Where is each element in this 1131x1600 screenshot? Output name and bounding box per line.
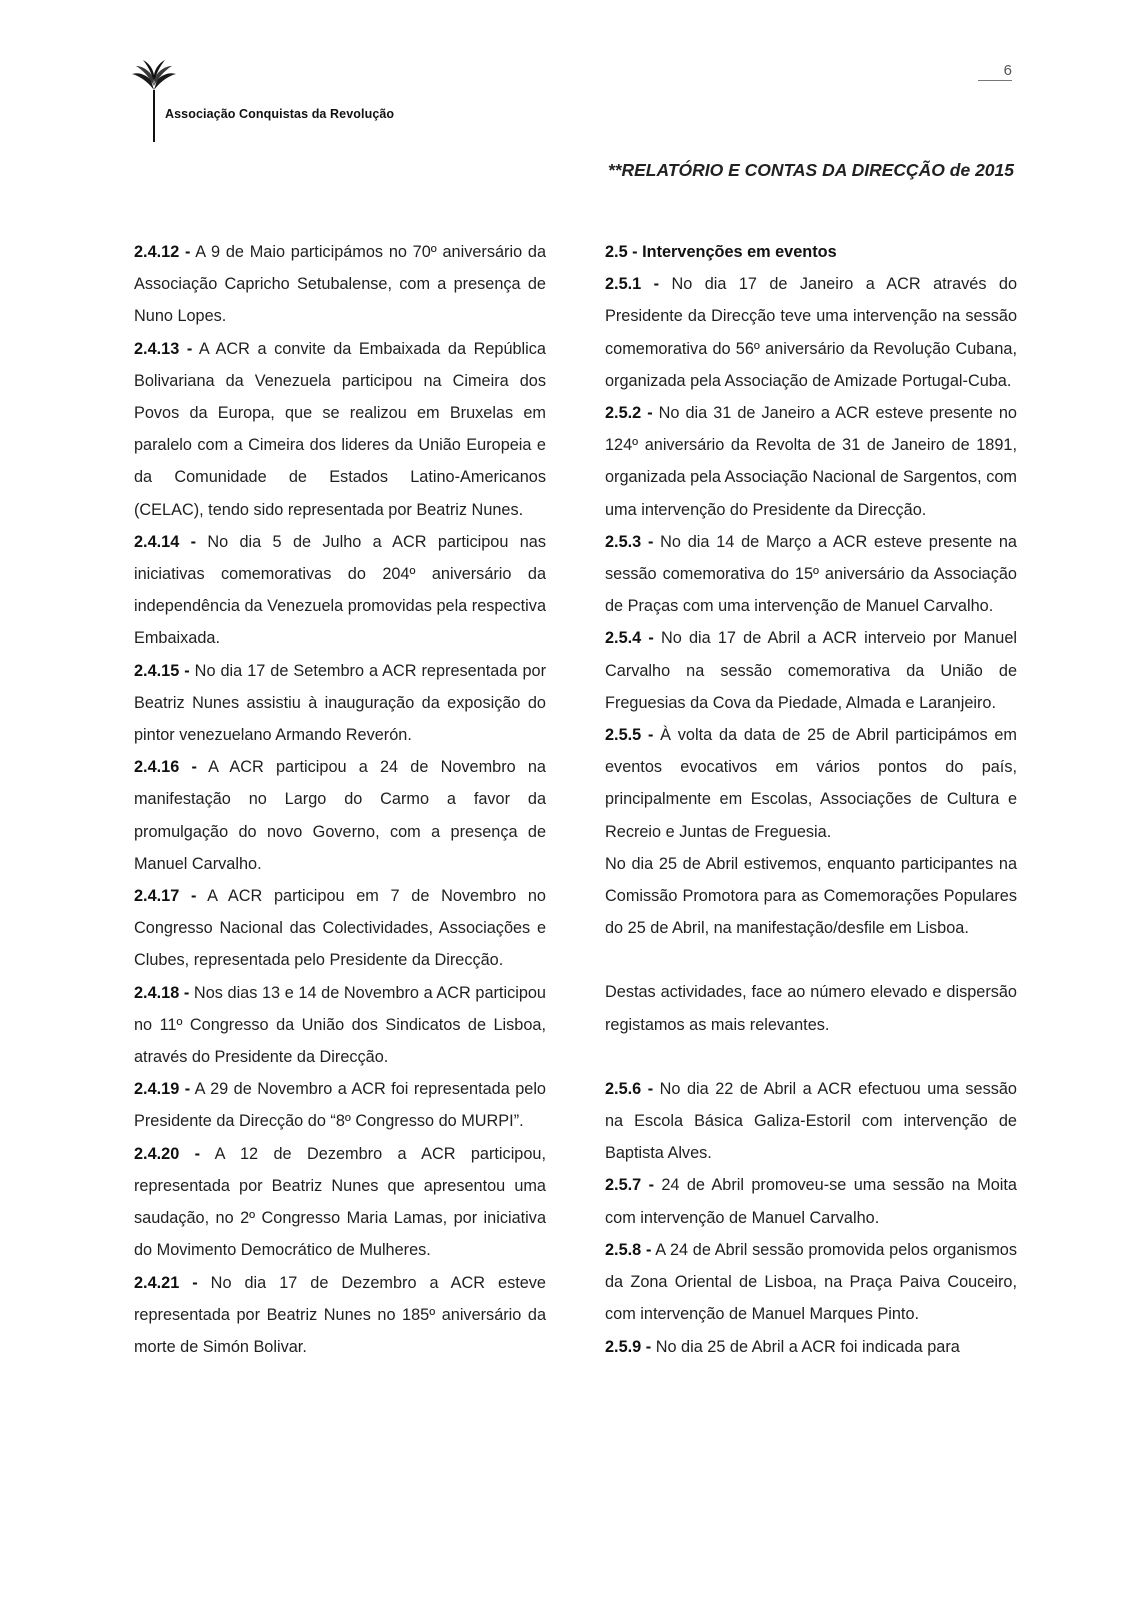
item-number: 2.5.1 - bbox=[605, 275, 660, 294]
paragraph-2-5-5 bbox=[605, 719, 1017, 848]
item-text: No dia 22 de Abril a ACR efectuou uma sessão na Escola Básica Galiza-Estoril com intervenção de Baptista Alves. bbox=[605, 1079, 1017, 1163]
item-text: A ACR participou a 24 de Novembro na manifestação no Largo do Carmo a favor da promulgação do novo Governo, com a presença de Manuel Carvalho. bbox=[134, 758, 546, 873]
paragraph-2-4-17 bbox=[134, 880, 546, 977]
paragraph-spacer bbox=[605, 1041, 1017, 1073]
paragraph-2-4-13 bbox=[134, 333, 546, 526]
item-text: No dia 5 de Julho a ACR participou nas iniciativas comemorativas do 204º aniversário da independência da Venezuela promovidas pela respectiva Embaixada. bbox=[134, 532, 547, 648]
item-number: 2.5.8 - bbox=[605, 1240, 652, 1259]
item-text: No dia 25 de Abril a ACR foi indicada para bbox=[651, 1337, 960, 1356]
item-text: A ACR participou em 7 de Novembro no Congresso Nacional das Colectividades, Associações e Clubes, representada pelo Presidente da Direcção. bbox=[134, 887, 546, 970]
item-text: 24 de Abril promoveu-se uma sessão na Moita com intervenção de Manuel Carvalho. bbox=[605, 1176, 1017, 1227]
org-name: Associação Conquistas da Revolução bbox=[165, 107, 395, 121]
item-number: 2.5.2 - bbox=[605, 404, 653, 423]
item-number: 2.5.5 - bbox=[605, 726, 654, 745]
paragraph-2-4-20 bbox=[134, 1138, 546, 1267]
item-number: 2.4.14 - bbox=[134, 532, 197, 551]
paragraph-2-4-19 bbox=[134, 1073, 546, 1137]
paragraph-2-4-18 bbox=[134, 977, 546, 1074]
item-text: A 29 de Novembro a ACR foi representada pelo Presidente da Direcção do “8º Congresso do MURPI”. bbox=[134, 1080, 546, 1131]
item-text: A 12 de Dezembro a ACR participou, representada por Beatriz Nunes que apresentou uma saudação, no 2º Congresso Maria Lamas, por iniciativa do Movimento Democrático de Mulheres. bbox=[134, 1144, 546, 1260]
left-column bbox=[134, 236, 546, 1363]
item-number: 2.4.20 - bbox=[134, 1144, 201, 1163]
section-heading-2-5: 2.5 - Intervenções em eventos bbox=[605, 243, 837, 261]
paragraph-2-5-7 bbox=[605, 1169, 1017, 1233]
item-number: 2.4.21 - bbox=[134, 1273, 198, 1292]
item-number: 2.5.6 - bbox=[605, 1079, 654, 1098]
item-text: No dia 17 de Dezembro a ACR esteve representada por Beatriz Nunes no 185º aniversário da morte de Simón Bolivar. bbox=[134, 1273, 546, 1356]
item-number: 2.5.4 - bbox=[605, 629, 654, 648]
report-title: **RELATÓRIO E CONTAS DA DIRECÇÃO de 2015 bbox=[607, 160, 1014, 180]
paragraph-2-5-3 bbox=[605, 526, 1017, 623]
item-text: A ACR a convite da Embaixada da República Bolivariana da Venezuela participou na Cimeira dos Povos da Europa, que se realizou em Bruxelas em paralelo com a Cimeira dos lideres da União Europeia e da Comunidade de Estados Latino-Americanos (CELAC), tendo sido representada por Beatriz Nunes. bbox=[134, 339, 546, 519]
item-number: 2.4.17 - bbox=[134, 887, 197, 906]
paragraph-2-5-1 bbox=[605, 268, 1017, 397]
item-text: A 24 de Abril sessão promovida pelos organismos da Zona Oriental de Lisboa, na Praça Paiva Couceiro, com intervenção de Manuel Marques Pinto. bbox=[605, 1240, 1017, 1324]
paragraph-2-4-12 bbox=[134, 236, 546, 333]
paragraph-2-4-15 bbox=[134, 655, 546, 752]
paragraph-2-5-4 bbox=[605, 622, 1017, 719]
item-text: Nos dias 13 e 14 de Novembro a ACR participou no 11º Congresso da União dos Sindicatos de Lisboa, através do Presidente da Direcção. bbox=[134, 983, 546, 1067]
paragraph-2-5-2 bbox=[605, 397, 1017, 526]
paragraph-2-5-9 bbox=[605, 1331, 1017, 1363]
laurel-branch-icon bbox=[130, 60, 178, 94]
item-text: No dia 17 de Abril a ACR interveio por Manuel Carvalho na sessão comemorativa da União de Freguesias da Cova da Piedade, Almada e Laranjeiro. bbox=[605, 629, 1017, 712]
paragraph-destas-actividades: Destas actividades, face ao número elevado e dispersão registamos as mais relevantes. bbox=[605, 983, 1017, 1034]
logo-divider bbox=[153, 90, 155, 142]
paragraph-25-abril: No dia 25 de Abril estivemos, enquanto participantes na Comissão Promotora para as Comemorações Populares do 25 de Abril, na manifestação/desfile em Lisboa. bbox=[605, 854, 1017, 938]
item-number: 2.5.3 - bbox=[605, 532, 654, 551]
paragraph-2-4-21 bbox=[134, 1267, 546, 1364]
item-number: 2.4.19 - bbox=[134, 1080, 191, 1099]
paragraph-2-4-14 bbox=[134, 526, 546, 655]
paragraph-spacer bbox=[605, 944, 1017, 976]
item-text: A 9 de Maio participámos no 70º aniversário da Associação Capricho Setubalense, com a presença de Nuno Lopes. bbox=[134, 243, 546, 326]
item-text: No dia 14 de Março a ACR esteve presente na sessão comemorativa do 15º aniversário da Associação de Praças com uma intervenção de Manuel Carvalho. bbox=[605, 532, 1017, 616]
item-number: 2.4.15 - bbox=[134, 661, 190, 680]
item-number: 2.4.18 - bbox=[134, 983, 190, 1002]
paragraph-2-5-6 bbox=[605, 1073, 1017, 1170]
page-number: 6 bbox=[978, 62, 1012, 81]
item-number: 2.5.9 - bbox=[605, 1337, 652, 1356]
item-number: 2.4.12 - bbox=[134, 243, 191, 261]
paragraph-2-4-16 bbox=[134, 751, 546, 880]
org-logo bbox=[130, 60, 395, 145]
right-column bbox=[605, 236, 1017, 1363]
item-text: No dia 31 de Janeiro a ACR esteve presente no 124º aniversário da Revolta de 31 de Janeiro de 1891, organizada pela Associação Nacional de Sargentos, com uma intervenção do Presidente da Direcção. bbox=[605, 404, 1017, 519]
item-number: 2.4.16 - bbox=[134, 758, 197, 777]
item-text: À volta da data de 25 de Abril participámos em eventos evocativos em vários pontos do país, principalmente em Escolas, Associações de Cultura e Recreio e Juntas de Freguesia. bbox=[605, 726, 1017, 841]
item-text: No dia 17 de Janeiro a ACR através do Presidente da Direcção teve uma intervenção na sessão comemorativa do 56º aniversário da Revolução Cubana, organizada pela Associação de Amizade Portugal-Cuba. bbox=[605, 275, 1017, 390]
item-number: 2.4.13 - bbox=[134, 339, 193, 358]
paragraph-2-5-8 bbox=[605, 1234, 1017, 1331]
item-text: No dia 17 de Setembro a ACR representada por Beatriz Nunes assistiu à inauguração da exposição do pintor venezuelano Armando Reverón. bbox=[134, 661, 546, 745]
item-number: 2.5.7 - bbox=[605, 1176, 654, 1195]
